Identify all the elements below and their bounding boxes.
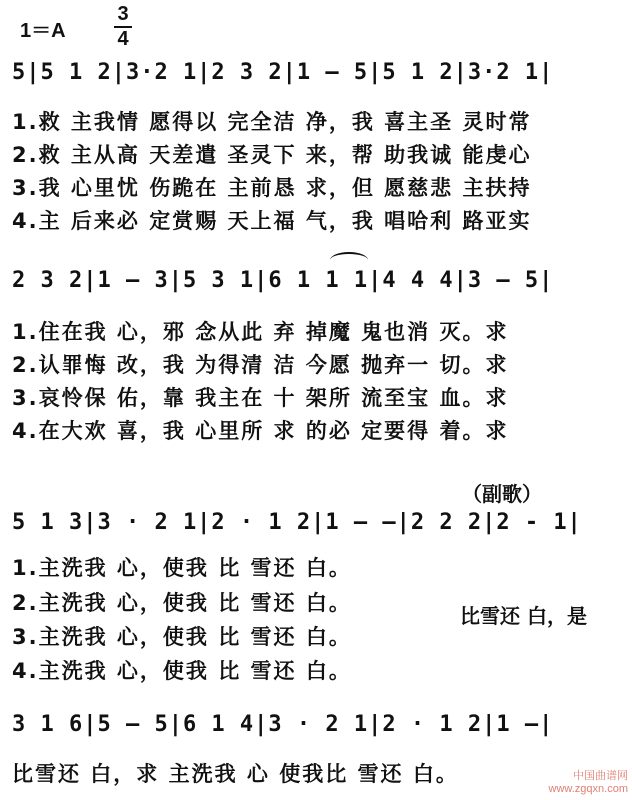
lyric-line: 1.救 主我情 愿得以 完全洁 净，我 喜主圣 灵时常 [12,110,532,134]
key-signature: 1＝A [20,20,66,42]
notation-row-1: 5|5 1 2|3·2 1|2 3 2|1 — 5|5 1 2|3·2 1| [12,60,554,85]
watermark [549,770,628,796]
lyric-line: 1.主洗我 心，使我 比 雪还 白。 [12,556,352,580]
meter-top: 3 [117,3,129,25]
notation-row-2: 2 3 2|1 — 3|5 3 1|6 1 1 1|4 4 4|3 — 5| [12,268,554,293]
lyric-line: 4.在大欢 喜，我 心里所 求 的必 定要得 着。求 [12,419,509,443]
chorus-label: （副歌） [462,482,542,506]
watermark-line: 中国曲谱网 [573,770,628,782]
lyric-line: 2.认罪悔 改，我 为得清 洁 今愿 抛弃一 切。求 [12,353,509,377]
watermark-line: www.zgqxn.com [548,783,628,795]
meter-bottom: 4 [117,28,129,50]
lyric-line: 2.救 主从高 天差遣 圣灵下 来，帮 助我诚 能虔心 [12,143,532,167]
lyric-line: 4.主洗我 心，使我 比 雪还 白。 [12,659,352,683]
lyric-line: 4.主 后来必 定赏赐 天上福 气，我 唱哈利 路亚实 [12,209,532,233]
lyric-line: 3.哀怜保 佑，靠 我主在 十 架所 流至宝 血。求 [12,386,509,410]
lyric-line: 比雪还 白，求 主洗我 心 使我比 雪还 白。 [12,762,459,786]
notation-row-4: 3 1 6|5 — 5|6 1 4|3 · 2 1|2 · 1 2|1 —| [12,712,554,737]
slur-mark [330,252,368,268]
notation-row-3: 5 1 3|3 · 2 1|2 · 1 2|1 — —|2 2 2|2 - 1| [12,510,582,535]
chorus-lyric: 比雪还 白，是 [460,604,587,628]
lyric-line: 1.住在我 心，邪 念从此 弃 掉魔 鬼也消 灭。求 [12,320,509,344]
lyric-line: 2.主洗我 心，使我 比 雪还 白。 [12,591,352,615]
time-signature [114,4,132,50]
lyric-line: 3.我 心里忧 伤跪在 主前恳 求，但 愿慈悲 主扶持 [12,176,532,200]
lyric-line: 3.主洗我 心，使我 比 雪还 白。 [12,625,352,649]
